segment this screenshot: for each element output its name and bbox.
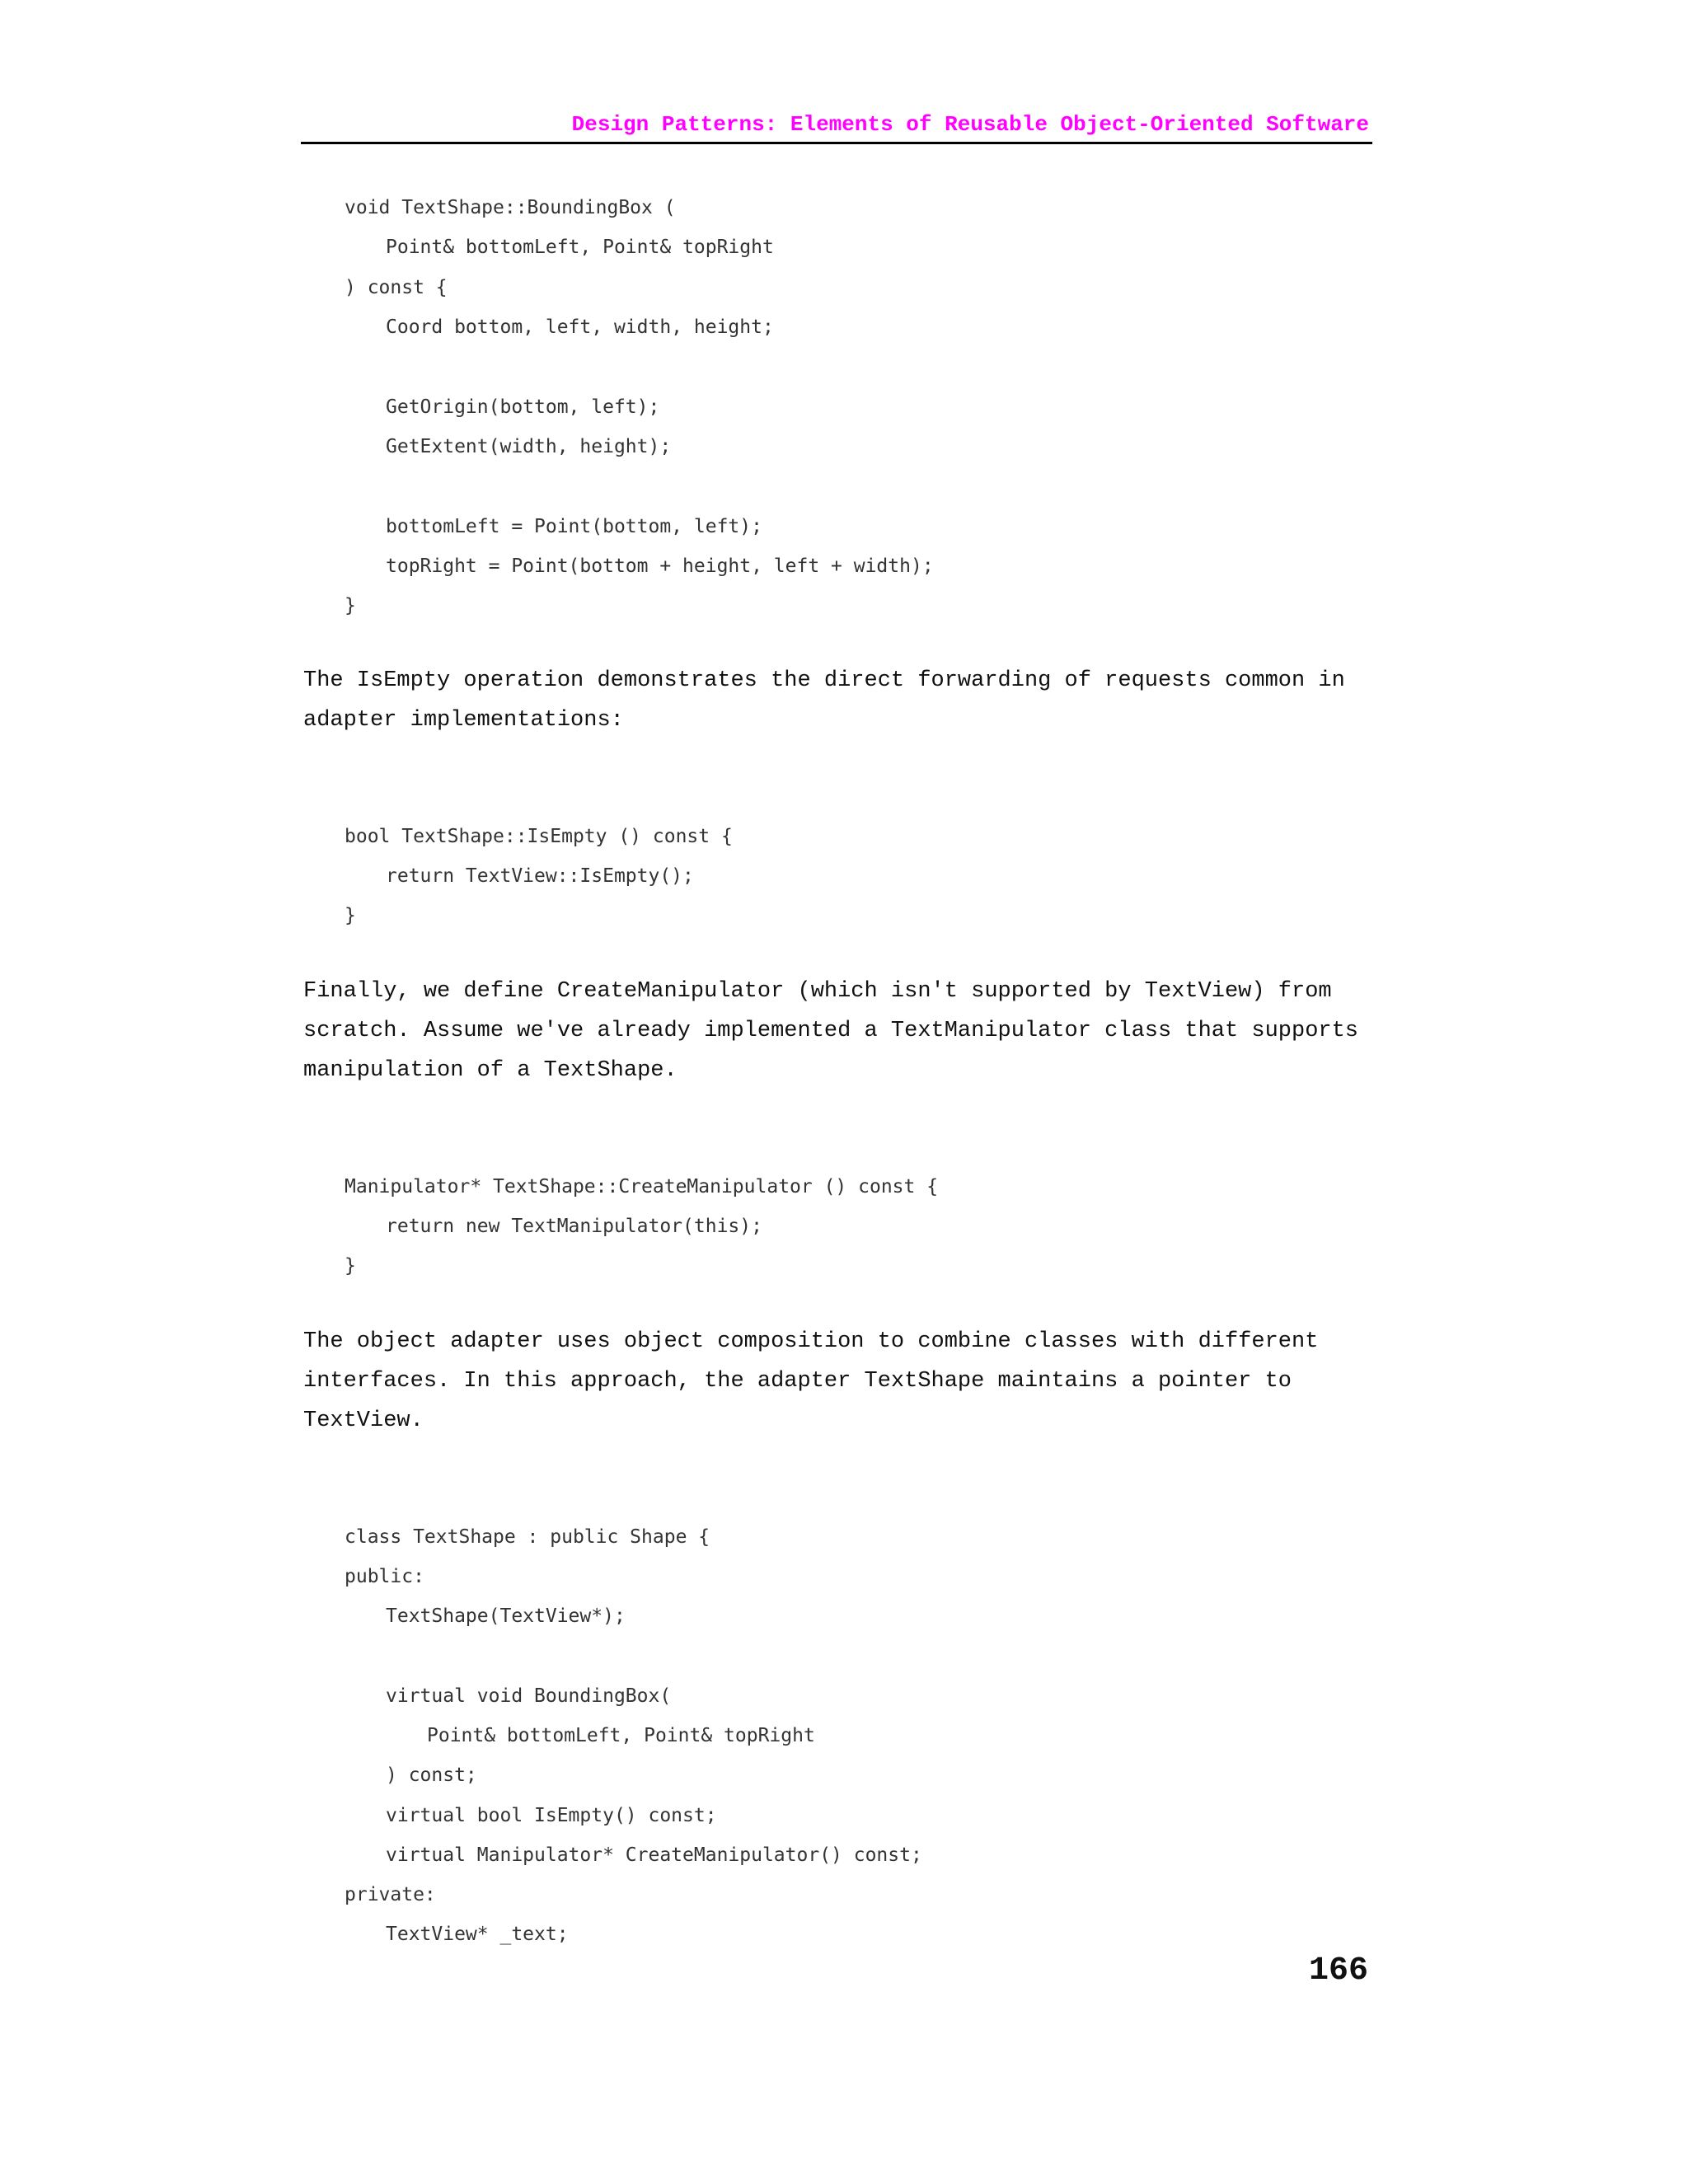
code-line: virtual void BoundingBox(	[386, 1685, 672, 1707]
code-line: }	[345, 595, 356, 616]
paragraph-line: The IsEmpty operation demonstrates the direct forwarding of requests common in	[303, 668, 1345, 693]
code-line: }	[345, 1255, 356, 1277]
page-number: 166	[1308, 1952, 1368, 1990]
code-line: return TextView::IsEmpty();	[386, 865, 694, 887]
paragraph-line: interfaces. In this approach, the adapter TextShape maintains a pointer to	[303, 1369, 1292, 1394]
code-line: Coord bottom, left, width, height;	[386, 316, 774, 338]
code-line: void TextShape::BoundingBox (	[345, 197, 676, 218]
code-line: topRight = Point(bottom + height, left + width);	[386, 555, 934, 577]
code-line: virtual bool IsEmpty() const;	[386, 1805, 717, 1826]
code-line: GetExtent(width, height);	[386, 436, 672, 457]
code-line: bottomLeft = Point(bottom, left);	[386, 516, 762, 537]
code-line: bool TextShape::IsEmpty () const {	[345, 826, 733, 847]
book-title: Design Patterns: Elements of Reusable Object-Oriented Software	[571, 112, 1369, 137]
code-line: GetOrigin(bottom, left);	[386, 396, 660, 418]
code-line: class TextShape : public Shape {	[345, 1526, 710, 1548]
code-line: TextView* _text;	[386, 1924, 569, 1945]
code-line: Point& bottomLeft, Point& topRight	[386, 237, 774, 258]
paragraph-line: adapter implementations:	[303, 708, 624, 733]
code-line: TextShape(TextView*);	[386, 1605, 626, 1627]
code-line: ) const {	[345, 277, 448, 298]
code-line: Manipulator* TextShape::CreateManipulator () const {	[345, 1176, 939, 1197]
code-line: Point& bottomLeft, Point& topRight	[427, 1725, 815, 1746]
paragraph-line: TextView.	[303, 1408, 424, 1433]
paragraph-line: Finally, we define CreateManipulator (which isn't supported by TextView) from	[303, 979, 1332, 1004]
code-line: private:	[345, 1884, 436, 1905]
paragraph-line: The object adapter uses object composition to combine classes with different	[303, 1329, 1319, 1354]
code-line: ) const;	[386, 1765, 477, 1786]
code-line: virtual Manipulator* CreateManipulator() const;	[386, 1844, 922, 1866]
paragraph-line: manipulation of a TextShape.	[303, 1058, 678, 1083]
code-line: return new TextManipulator(this);	[386, 1216, 762, 1237]
code-line: }	[345, 905, 356, 926]
running-header	[301, 111, 1372, 144]
code-line: public:	[345, 1566, 424, 1587]
paragraph-line: scratch. Assume we've already implemented a TextManipulator class that supports	[303, 1019, 1359, 1043]
